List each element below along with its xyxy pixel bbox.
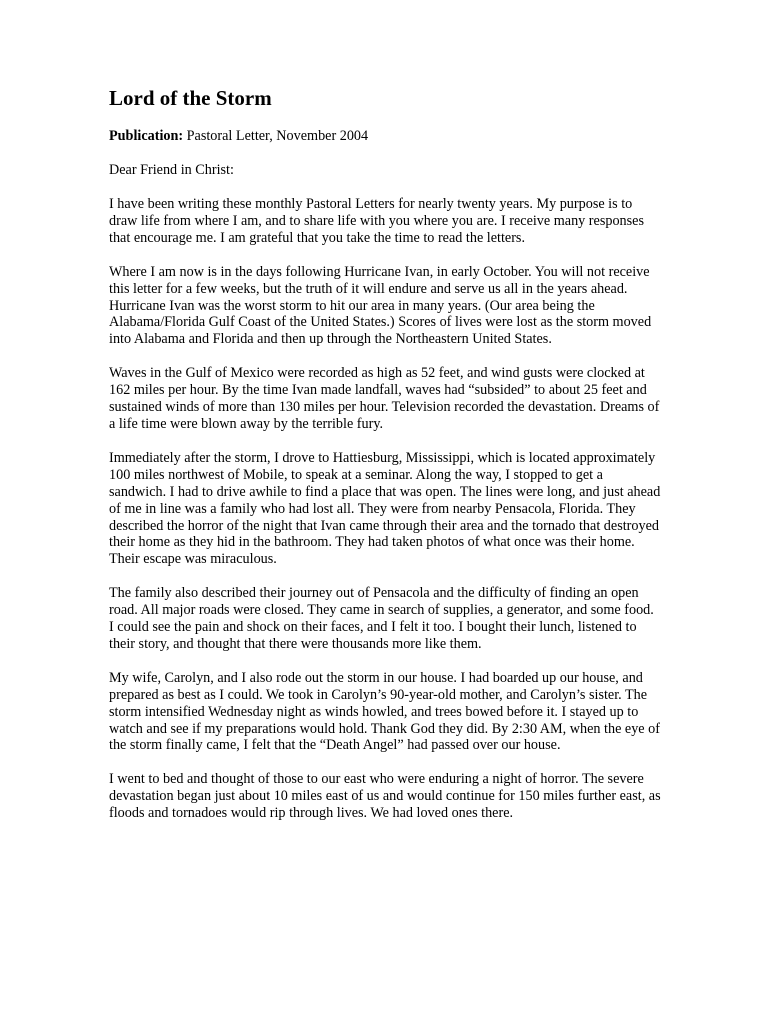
paragraph-7: I went to bed and thought of those to our east who were enduring a night of horror. The severe devastation began just about 10 miles east of us and would continue for 150 miles further east, as floods and tornadoes would rip through lives. We had loved ones there. (109, 771, 661, 822)
document-page (109, 85, 661, 839)
paragraph-2: Where I am now is in the days following Hurricane Ivan, in early October. You will not receive this letter for a few weeks, but the truth of it will endure and serve us all in the years ahead. Hurricane Ivan was the worst storm to hit our area in many years. (Our area being the Alabama/Florida Gulf Coast of the United States.) Scores of lives were lost as the storm moved into Alabama and Florida and then up through the Northeastern United States. (109, 263, 652, 348)
paragraph-5: The family also described their journey out of Pensacola and the difficulty of finding an open road. All major roads were closed. They came in search of supplies, a generator, and some food. I could see the pain and shock on their faces, and I felt it too. I bought their lunch, listened to their story, and thought that there were thousands more like them. (109, 585, 654, 652)
document-title: Lord of the Storm (109, 86, 272, 110)
paragraph-1: I have been writing these monthly Pastoral Letters for nearly twenty years. My purpose is to draw life from where I am, and to share life with you where you are. I receive many responses that encourage me. I am grateful that you take the time to read the letters. (109, 196, 644, 246)
publication-label: Publication: (109, 128, 184, 144)
publication-line (109, 128, 661, 145)
paragraph-6: My wife, Carolyn, and I also rode out the storm in our house. I had boarded up our house, and prepared as best as I could. We took in Carolyn’s 90-year-old mother, and Carolyn’s sister. The storm intensified Wednesday night as winds howled, and trees bowed before it. I stayed up to watch and see if my preparations would hold. Thank God they did. By 2:30 AM, when the eye of the storm finally came, I felt that the “Death Angel” had passed over our house. (109, 669, 660, 754)
paragraph-4: Immediately after the storm, I drove to Hattiesburg, Mississippi, which is located approximately 100 miles northwest of Mobile, to speak at a seminar. Along the way, I stopped to get a sandwich. I had to drive awhile to find a place that was open. The lines were long, and just ahead of me in line was a family who had lost all. They were from nearby Pensacola, Florida. They described the horror of the night that Ivan came through their area and the tornado that destroyed their home as they hid in the bathroom. They had taken photos of what once was their home. Their escape was miraculous. (109, 449, 661, 568)
paragraph-3: Waves in the Gulf of Mexico were recorded as high as 52 feet, and wind gusts were clocked at 162 miles per hour. By the time Ivan made landfall, waves had “subsided” to about 25 feet and sustained winds of more than 130 miles per hour. Television recorded the devastation. Dreams of a life time were blown away by the terrible fury. (109, 365, 660, 432)
publication-value: Pastoral Letter, November 2004 (183, 128, 369, 144)
salutation: Dear Friend in Christ: (109, 162, 234, 178)
